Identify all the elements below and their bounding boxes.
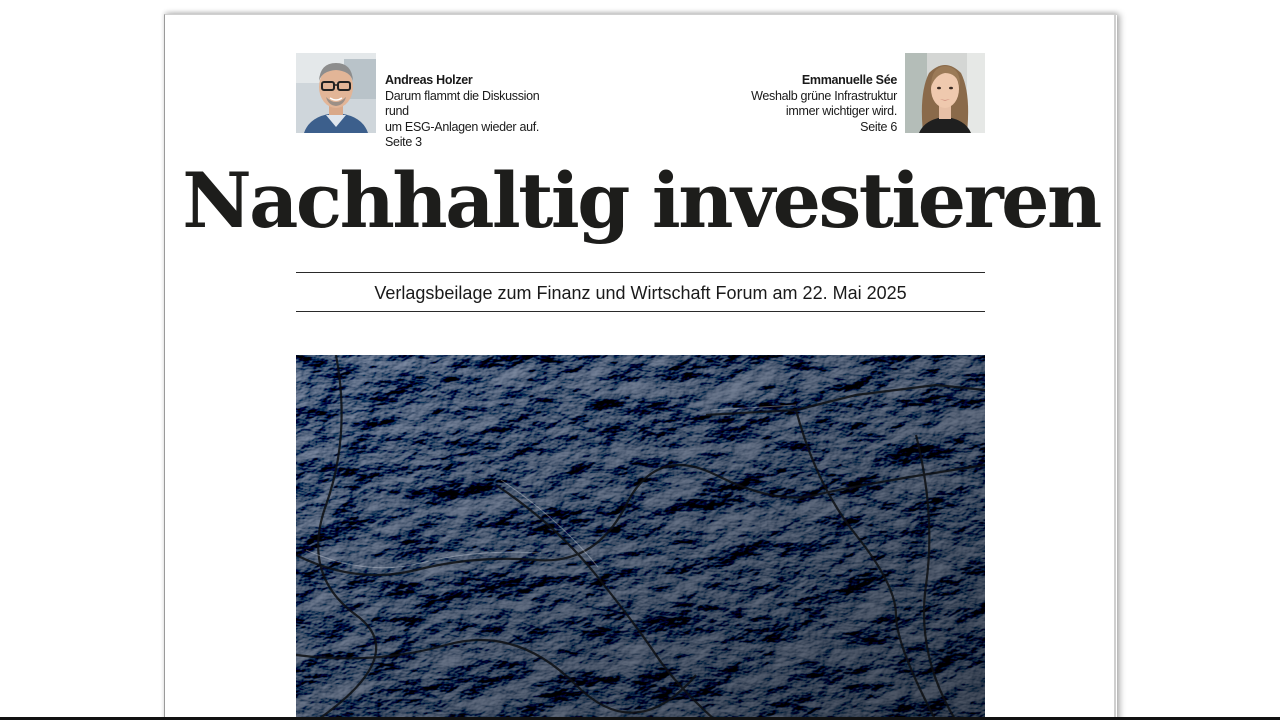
teaser-line-1: Weshalb grüne Infrastruktur <box>751 88 897 103</box>
teaser-line-2: immer wichtiger wird. <box>785 104 897 118</box>
author-name: Andreas Holzer <box>385 73 473 87</box>
portrait-andreas-holzer <box>296 53 376 133</box>
cover-image-coal-texture <box>296 355 985 720</box>
teaser-right-text <box>727 73 897 135</box>
page-reference: Seite 6 <box>860 119 897 134</box>
divider-top <box>296 272 985 273</box>
divider-bottom <box>296 311 985 312</box>
teaser-line-2: um ESG-Anlagen wieder auf. <box>385 119 540 134</box>
newspaper-page <box>164 14 1117 720</box>
supplement-line: Verlagsbeilage zum Finanz und Wirtschaft Forum am 22. Mai 2025 <box>374 283 907 303</box>
page-title: Nachhaltig investieren <box>182 156 1100 245</box>
teaser-line-1: Darum flammt die Diskussion rund <box>385 88 540 118</box>
author-name: Emmanuelle Sée <box>801 73 897 87</box>
teaser-left-text <box>385 73 555 151</box>
page-edge <box>1114 14 1116 720</box>
portrait-emmanuelle-see <box>905 53 985 133</box>
page-reference: Seite 3 <box>385 135 422 149</box>
